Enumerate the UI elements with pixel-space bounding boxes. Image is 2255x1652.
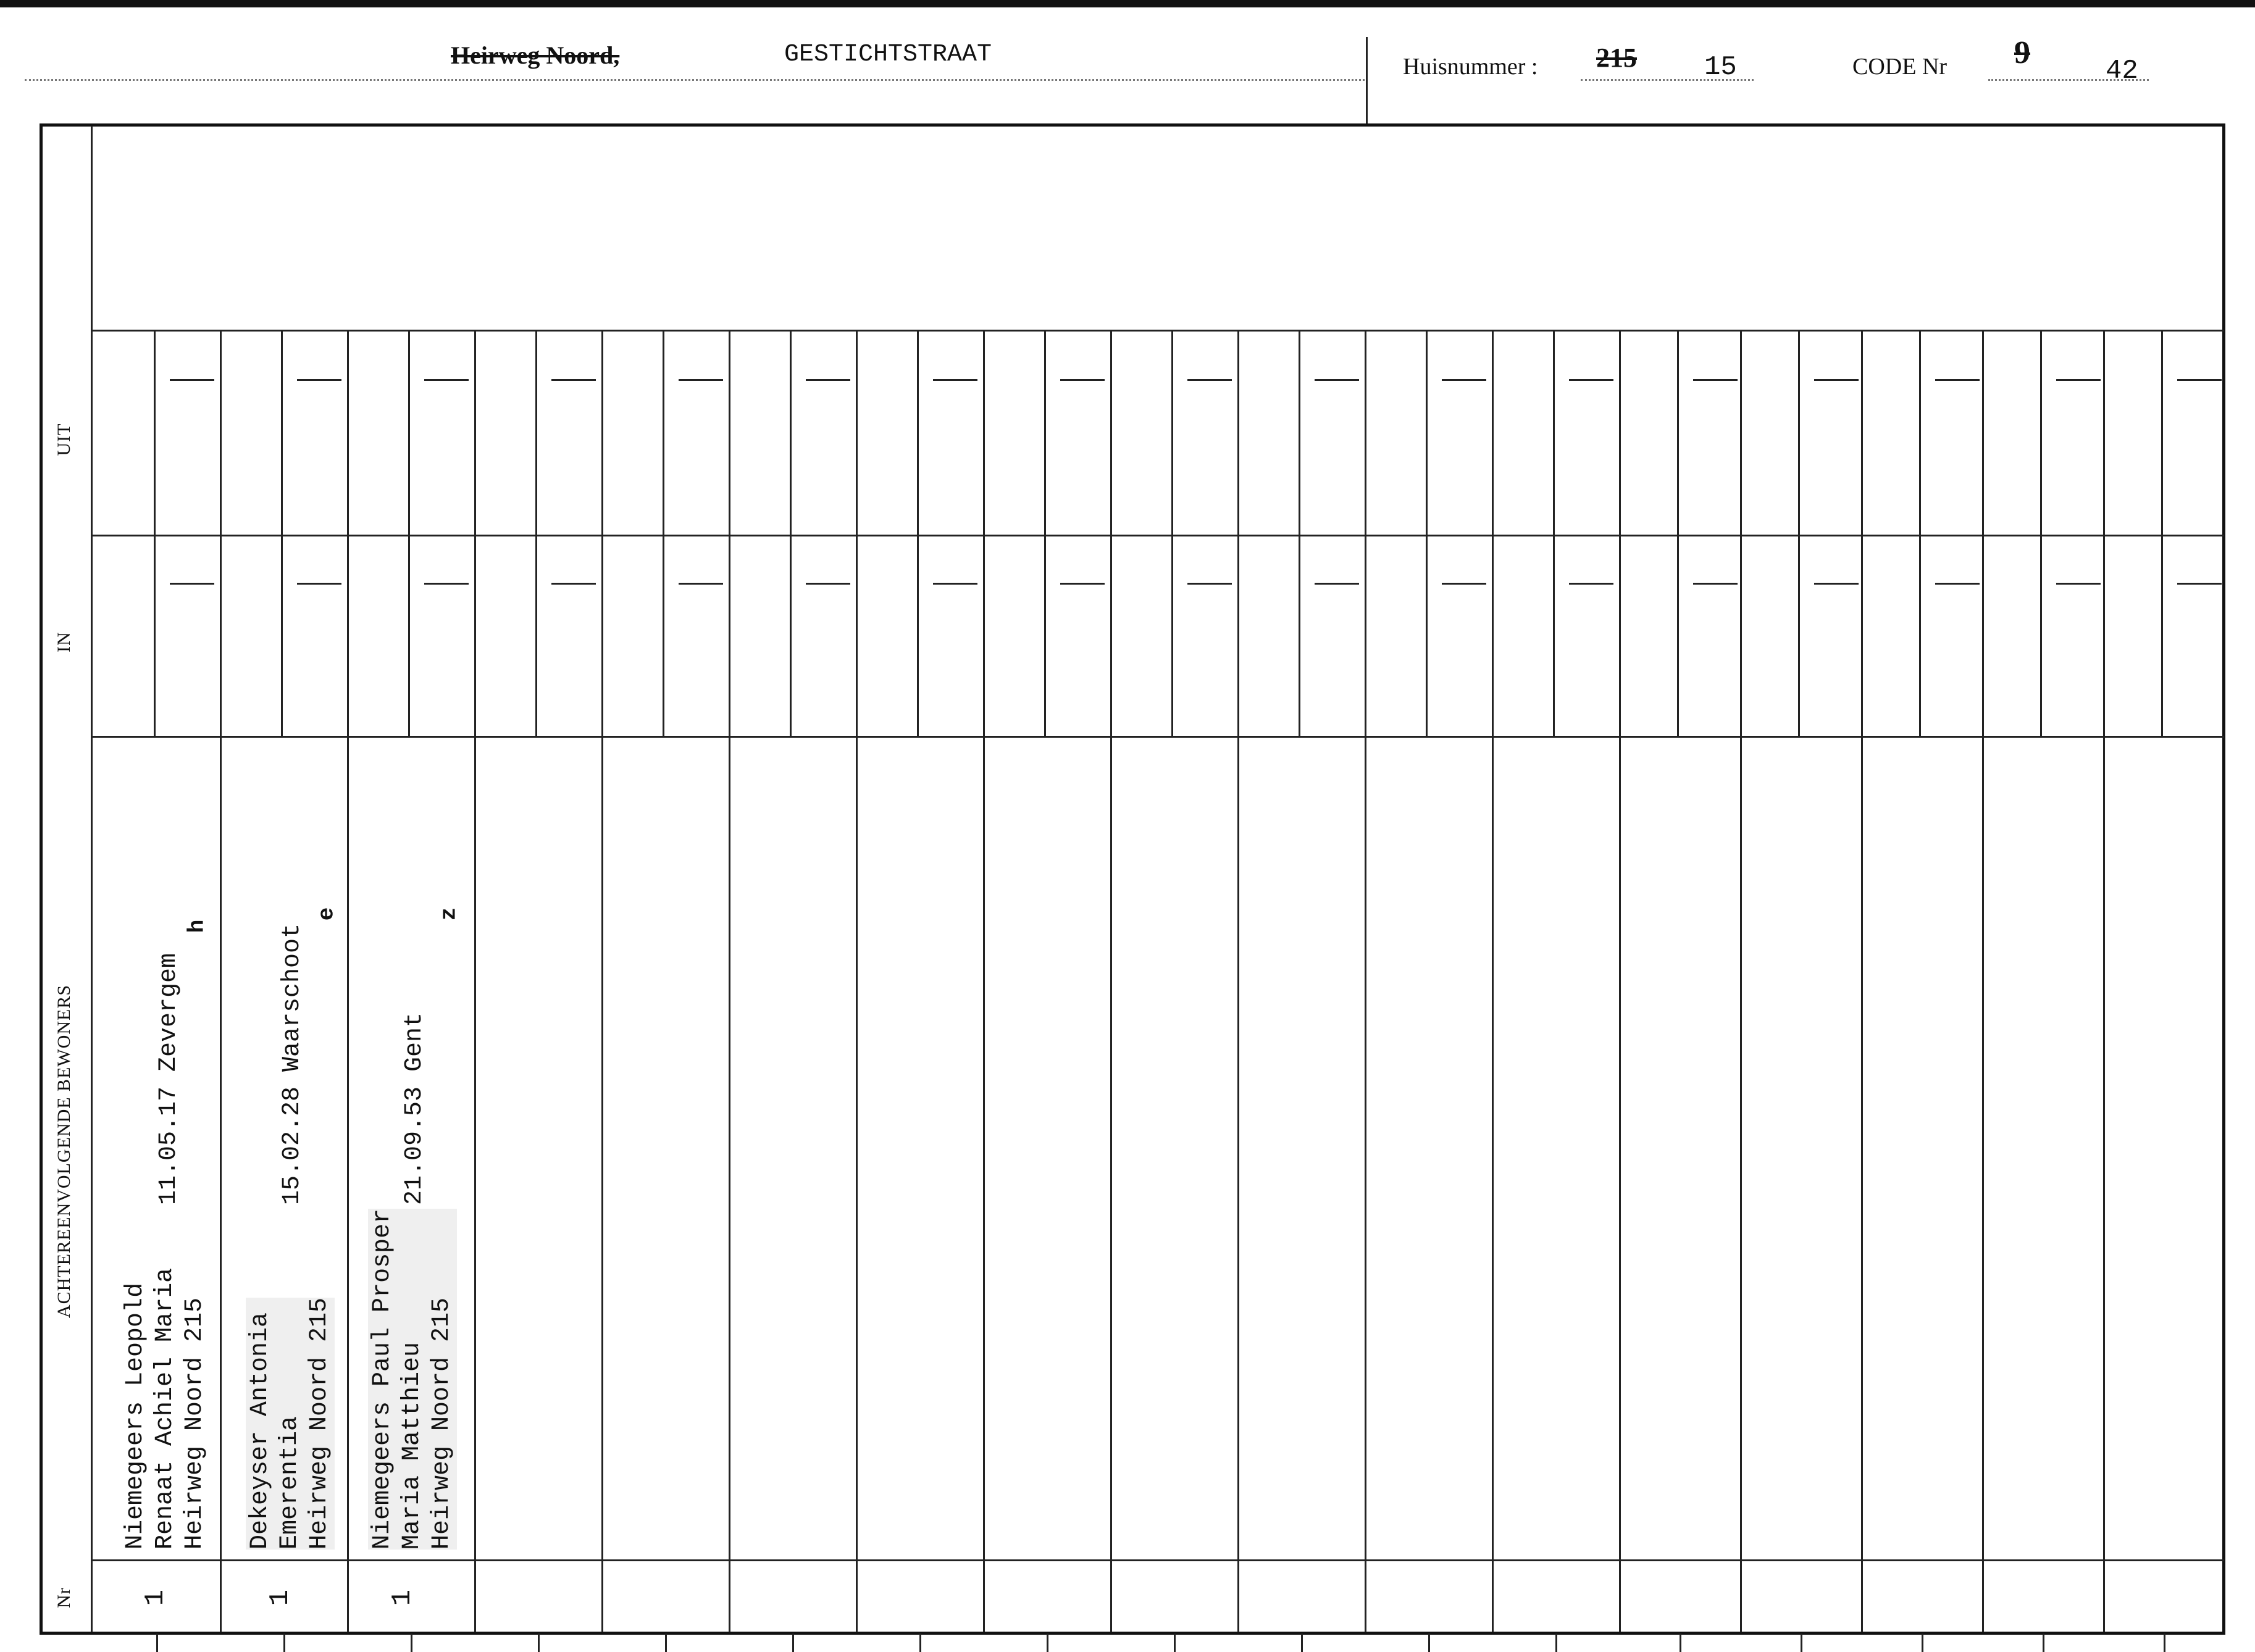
- resident-entry-1: [121, 1268, 210, 1550]
- uit-dash-mark: [1315, 379, 1359, 381]
- bottom-tick: [792, 1633, 794, 1652]
- sub-column-separator: [1919, 330, 1921, 736]
- uit-dash-mark: [933, 379, 977, 381]
- row-divider-nr: [93, 1559, 2224, 1561]
- row-divider-bewoners: [93, 736, 2224, 738]
- uit-dash-mark: [1935, 379, 1980, 381]
- sub-column-separator: [154, 330, 156, 736]
- sub-column-separator: [1171, 330, 1173, 736]
- uit-dash-mark: [2177, 379, 2222, 381]
- in-dash-mark: [933, 583, 977, 585]
- column-separator: [1861, 330, 1863, 1632]
- resident-2-given: Emerentia: [276, 1416, 304, 1550]
- uit-dash-mark: [2056, 379, 2101, 381]
- resident-2-address: Heirweg Noord 215: [306, 1297, 333, 1550]
- sub-column-separator: [663, 330, 664, 736]
- resident-2-mark: e: [314, 907, 340, 921]
- in-dash-mark: [1442, 583, 1486, 585]
- column-separator: [983, 330, 985, 1632]
- in-dash-mark: [1693, 583, 1738, 585]
- bottom-tick: [1301, 1633, 1303, 1652]
- in-dash-mark: [806, 583, 850, 585]
- uit-dash-mark: [1060, 379, 1105, 381]
- street-dotted-line: [25, 79, 1365, 81]
- sub-column-separator: [2161, 330, 2163, 736]
- huisnummer-label: Huisnummer :: [1403, 54, 1538, 80]
- bottom-tick: [2043, 1633, 2044, 1652]
- bottom-tick: [1174, 1633, 1176, 1652]
- resident-1-nr: 1: [140, 1589, 171, 1606]
- sub-column-separator: [281, 330, 283, 736]
- register-table: [40, 123, 2225, 1635]
- column-separator: [220, 330, 222, 1632]
- uit-dash-mark: [1569, 379, 1613, 381]
- column-separator: [1237, 330, 1239, 1632]
- bottom-tick: [1922, 1633, 1923, 1652]
- sub-column-separator: [917, 330, 919, 736]
- in-dash-mark: [424, 583, 469, 585]
- uit-dash-mark: [424, 379, 469, 381]
- in-dash-mark: [2056, 583, 2101, 585]
- in-dash-mark: [679, 583, 723, 585]
- in-dash-mark: [1187, 583, 1232, 585]
- column-separator: [601, 330, 603, 1632]
- bottom-tick: [665, 1633, 667, 1652]
- resident-entry-3: [368, 1209, 457, 1550]
- bottom-tick: [283, 1633, 285, 1652]
- bottom-tick: [1680, 1633, 1681, 1652]
- in-dash-mark: [1935, 583, 1980, 585]
- resident-3-name: Niemegeers Paul Prosper: [369, 1208, 396, 1550]
- bottom-tick: [919, 1633, 921, 1652]
- label-bewoners: ACHTEREENVOLGENDE BEWONERS: [54, 984, 74, 1319]
- street-old: Heirweg Noord,: [451, 41, 620, 69]
- uit-dash-mark: [679, 379, 723, 381]
- sub-column-separator: [790, 330, 792, 736]
- huisnummer-new: 15: [1704, 52, 1737, 83]
- resident-3-address: Heirweg Noord 215: [428, 1297, 456, 1550]
- bottom-tick: [1428, 1633, 1430, 1652]
- column-separator: [729, 330, 730, 1632]
- uit-dash-mark: [1693, 379, 1738, 381]
- resident-1-birth: 11.05.17 Zevergem: [155, 953, 183, 1205]
- row-divider-in: [93, 535, 2224, 536]
- sub-column-separator: [1044, 330, 1046, 736]
- bottom-tick: [2164, 1633, 2165, 1652]
- column-separator: [347, 330, 349, 1632]
- sub-column-separator: [1299, 330, 1300, 736]
- resident-2-birth: 15.02.28 Waarschoot: [278, 923, 306, 1205]
- uit-dash-mark: [1187, 379, 1232, 381]
- in-dash-mark: [1569, 583, 1613, 585]
- in-dash-mark: [1060, 583, 1105, 585]
- column-separator: [856, 330, 858, 1632]
- uit-dash-mark: [551, 379, 596, 381]
- in-dash-mark: [1814, 583, 1859, 585]
- column-separator: [1365, 330, 1366, 1632]
- bottom-tick: [1047, 1633, 1048, 1652]
- sub-column-separator: [2040, 330, 2042, 736]
- sub-column-separator: [1677, 330, 1679, 736]
- sub-column-separator: [535, 330, 537, 736]
- in-dash-mark: [551, 583, 596, 585]
- resident-3-given: Maria Matthieu: [398, 1341, 426, 1550]
- column-separator: [1982, 330, 1984, 1632]
- in-dash-mark: [2177, 583, 2222, 585]
- resident-1-address: Heirweg Noord 215: [181, 1297, 209, 1550]
- code-old: 9: [2014, 35, 2030, 70]
- code-new: 42: [2106, 56, 2138, 86]
- uit-dash-mark: [297, 379, 341, 381]
- in-dash-mark: [170, 583, 214, 585]
- huisnummer-old: 215: [1596, 43, 1637, 73]
- bottom-tick: [156, 1633, 158, 1652]
- uit-dash-mark: [170, 379, 214, 381]
- resident-1-mark: h: [184, 919, 210, 933]
- column-separator: [1740, 330, 1742, 1632]
- column-separator: [1492, 330, 1494, 1632]
- bottom-tick: [411, 1633, 412, 1652]
- resident-3-mark: z: [436, 907, 462, 921]
- resident-3-birth: 21.09.53 Gent: [401, 1012, 429, 1205]
- bottom-tick: [1801, 1633, 1802, 1652]
- sub-column-separator: [1798, 330, 1800, 736]
- street-new: GESTICHTSTRAAT: [784, 41, 992, 69]
- label-column-border: [91, 126, 93, 1632]
- huisnummer-dotted-line: [1581, 79, 1754, 81]
- code-label: CODE Nr: [1852, 54, 1948, 80]
- resident-1-given: Renaat Achiel Maria: [151, 1267, 179, 1550]
- sub-column-separator: [1426, 330, 1428, 736]
- column-separator: [2103, 330, 2105, 1632]
- resident-entry-2: [246, 1298, 335, 1550]
- sub-column-separator: [408, 330, 410, 736]
- uit-dash-mark: [806, 379, 850, 381]
- uit-dash-mark: [1442, 379, 1486, 381]
- bottom-tick: [1555, 1633, 1557, 1652]
- sub-column-separator: [1553, 330, 1555, 736]
- code-dotted-line: [1988, 79, 2149, 81]
- label-in: IN: [54, 632, 74, 653]
- bottom-tick: [538, 1633, 540, 1652]
- row-divider-uit: [93, 330, 2224, 332]
- column-separator: [1619, 330, 1621, 1632]
- in-dash-mark: [297, 583, 341, 585]
- top-edge-bar: [0, 0, 2255, 7]
- column-separator: [474, 330, 476, 1632]
- header-separator: [1366, 37, 1368, 126]
- resident-3-nr: 1: [387, 1589, 418, 1606]
- resident-2-name: Dekeyser Antonia: [246, 1312, 274, 1550]
- resident-2-nr: 1: [265, 1589, 296, 1606]
- label-uit: UIT: [54, 423, 74, 456]
- column-separator: [1110, 330, 1112, 1632]
- uit-dash-mark: [1814, 379, 1859, 381]
- resident-1-name: Niemegeers Leopold: [122, 1282, 149, 1550]
- label-nr: Nr: [54, 1587, 74, 1608]
- in-dash-mark: [1315, 583, 1359, 585]
